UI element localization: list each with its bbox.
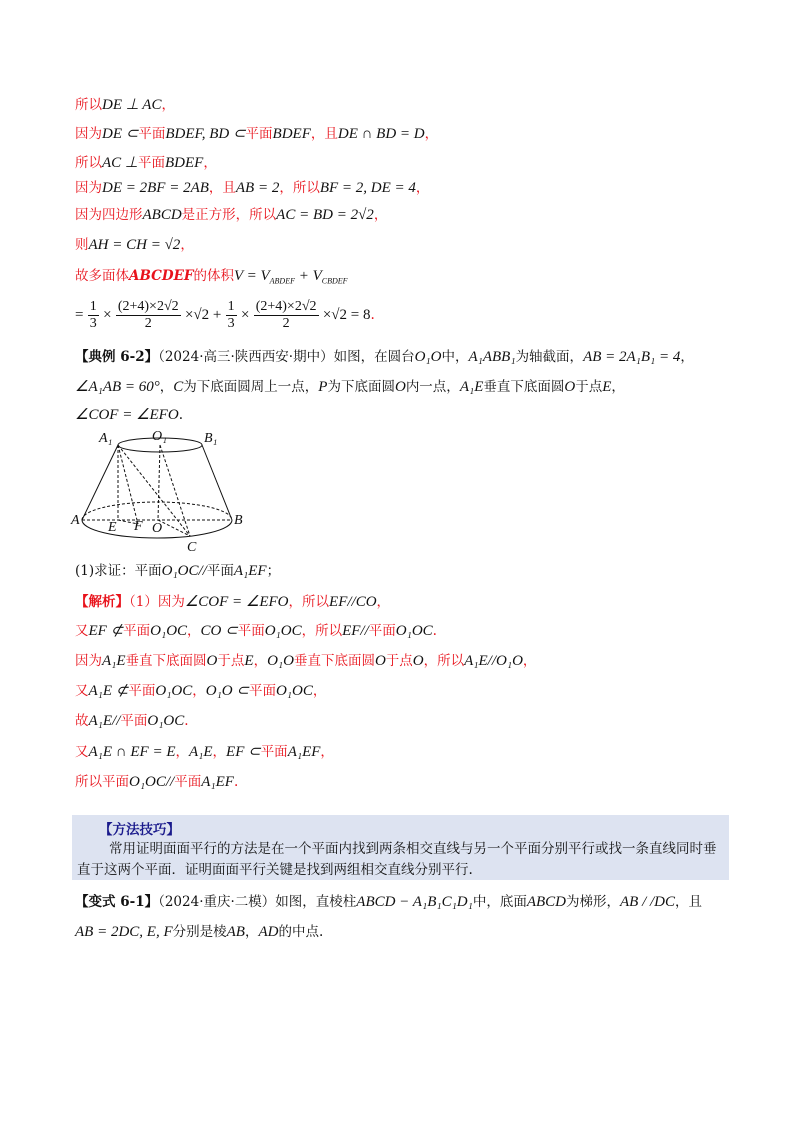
math: BDEF, BD ⊂ bbox=[165, 126, 246, 142]
text: 平面 bbox=[128, 683, 156, 699]
text: 平面 bbox=[237, 623, 265, 639]
solution-step-3 bbox=[75, 652, 536, 670]
example-line-1 bbox=[75, 348, 694, 366]
math: AB = 2 bbox=[235, 180, 280, 196]
math: O₁OC// bbox=[161, 563, 207, 579]
text: 为轴截面， bbox=[515, 349, 584, 365]
text: 又 bbox=[75, 744, 89, 760]
text: 的体积 bbox=[193, 268, 234, 284]
text: 平面 bbox=[260, 744, 288, 760]
variant-line-2 bbox=[75, 923, 323, 941]
text: 平面 bbox=[137, 155, 165, 171]
text: （2024·高三·陕西西安·期中）如图，在圆台 bbox=[158, 349, 415, 365]
text: ，且 bbox=[208, 180, 236, 196]
math: O₁OC bbox=[395, 623, 433, 639]
text: ； bbox=[266, 563, 281, 579]
solution-line-3 bbox=[75, 154, 217, 172]
text: 于点 bbox=[575, 379, 603, 395]
text: ， bbox=[424, 126, 439, 142]
text: 中， bbox=[441, 349, 469, 365]
math: O₁O ⊂ bbox=[205, 683, 249, 699]
text: ， bbox=[312, 683, 327, 699]
text: . bbox=[370, 307, 375, 323]
solution-line-4 bbox=[75, 179, 429, 197]
text: ，所以 bbox=[279, 180, 320, 196]
text: 为梯形， bbox=[566, 894, 621, 910]
text: 平面 bbox=[120, 713, 148, 729]
text: ， bbox=[680, 349, 694, 365]
text: 于点 bbox=[217, 653, 245, 669]
math: AC = BD = 2√2 bbox=[276, 207, 374, 223]
math: A₁EF bbox=[287, 744, 321, 760]
text: 的中点. bbox=[278, 924, 324, 940]
text: 因为 bbox=[75, 126, 102, 142]
text: ， bbox=[253, 653, 268, 669]
math: ∠A₁AB = 60° bbox=[75, 379, 160, 395]
label-a1: A₁ bbox=[99, 431, 113, 446]
math: CO ⊂ bbox=[200, 623, 238, 639]
math: A₁ABB₁ bbox=[468, 349, 516, 365]
solution-step-1 bbox=[75, 593, 390, 611]
math: = bbox=[75, 307, 84, 323]
text: ，且 bbox=[675, 894, 703, 910]
text: 平面 bbox=[248, 683, 276, 699]
math: A₁E ⊄ bbox=[88, 683, 129, 699]
text: 平面 bbox=[368, 623, 396, 639]
math: O₁OC// bbox=[129, 774, 175, 790]
text: （1）因为 bbox=[129, 594, 185, 610]
math: CBDEF bbox=[321, 276, 348, 286]
text: 故多面体 bbox=[75, 268, 129, 284]
text: ， bbox=[161, 97, 175, 113]
math: O₁OC bbox=[155, 683, 193, 699]
math: DE ∩ BD = D bbox=[337, 126, 425, 142]
text: 又 bbox=[75, 623, 89, 639]
solution-line-2 bbox=[75, 125, 438, 143]
math: ABCD bbox=[142, 207, 182, 223]
math: O bbox=[206, 653, 218, 669]
text: 平面 bbox=[138, 126, 166, 142]
text: ， bbox=[415, 180, 430, 196]
text: ， bbox=[373, 207, 388, 223]
method-body: 常用证明面面平行的方法是在一个平面内找到两条相交直线与另一个平面分别平行或找一条直线同时垂直于这两个平面．证明面面平行关键是找到两组相交直线分别平行. bbox=[77, 841, 717, 878]
variant-tag: 【变式 6-1】 bbox=[75, 894, 159, 910]
math: O₁O bbox=[414, 349, 442, 365]
text: . bbox=[178, 407, 183, 423]
text: （2024·重庆·二模）如图，直棱柱 bbox=[158, 894, 357, 910]
math: ∠COF = ∠EFO bbox=[75, 407, 179, 423]
segment-o1c bbox=[160, 445, 190, 536]
math: DE = 2BF = 2AB bbox=[102, 180, 209, 196]
label-c: C bbox=[187, 540, 197, 555]
math: + V bbox=[294, 268, 322, 284]
math: A₁EF bbox=[201, 774, 234, 790]
solution-line-5 bbox=[75, 206, 387, 224]
text: . bbox=[432, 623, 437, 639]
text: ，且 bbox=[310, 126, 338, 142]
text: 垂直下底面圆 bbox=[125, 653, 207, 669]
math: O₁OC bbox=[275, 683, 313, 699]
math: AB / /DC bbox=[620, 894, 676, 910]
text: ， bbox=[180, 237, 194, 253]
text: ABCDEF bbox=[129, 268, 194, 284]
method-tips-box bbox=[72, 815, 729, 880]
math: AB = 2DC, E, F bbox=[75, 924, 173, 940]
text: 于点 bbox=[385, 653, 413, 669]
question-1 bbox=[75, 562, 280, 580]
math: ∠COF = ∠EFO bbox=[184, 594, 289, 610]
math: P bbox=[318, 379, 328, 395]
math: O bbox=[564, 379, 576, 395]
text: 又 bbox=[75, 683, 89, 699]
math: E bbox=[244, 653, 254, 669]
text: 所以平面 bbox=[75, 774, 129, 790]
math: AC ⊥ bbox=[102, 155, 138, 171]
math: AD bbox=[258, 924, 279, 940]
text: 因为 bbox=[75, 180, 102, 196]
math: O₁OC bbox=[147, 713, 185, 729]
text: ，所以 bbox=[301, 623, 343, 639]
solution-step-6 bbox=[75, 743, 334, 761]
math: DE ⊥ AC bbox=[102, 97, 162, 113]
text: ， bbox=[192, 683, 206, 699]
solution-step-7 bbox=[75, 773, 238, 791]
math: ×√2 = 8 bbox=[322, 307, 371, 323]
text: ， bbox=[175, 744, 189, 760]
label-b1: B₁ bbox=[204, 431, 218, 446]
text: ， bbox=[611, 379, 625, 395]
text: 为下底面圆周上一点， bbox=[183, 379, 319, 395]
fraction: $\frac{1}{3}$ bbox=[227, 299, 235, 331]
fraction: $\frac{(2+4)\times 2√2}{2}$ bbox=[255, 299, 317, 331]
solution-step-5 bbox=[75, 712, 189, 730]
text: 平面 bbox=[245, 126, 273, 142]
math: O bbox=[374, 653, 386, 669]
math: E bbox=[602, 379, 612, 395]
text: ，所以 bbox=[288, 594, 330, 610]
math: A₁EF bbox=[233, 563, 267, 579]
math: ABCD bbox=[526, 894, 567, 910]
solution-step-2 bbox=[75, 622, 437, 640]
solution-tag: 【解析】 bbox=[75, 594, 129, 610]
text: 垂直下底面圆 bbox=[293, 653, 375, 669]
label-f: F bbox=[134, 519, 143, 534]
text: . bbox=[233, 774, 239, 790]
text: 平面 bbox=[174, 774, 202, 790]
math: EF ⊄ bbox=[88, 623, 124, 639]
text: 平面 bbox=[206, 563, 234, 579]
solution-step-4 bbox=[75, 682, 326, 700]
solution-line-1 bbox=[75, 96, 175, 114]
text: 垂直下底面圆 bbox=[483, 379, 565, 395]
math: EF// bbox=[342, 623, 369, 639]
text: (1)求证：平面 bbox=[75, 563, 162, 579]
text: ， bbox=[187, 623, 201, 639]
text: 所以 bbox=[75, 155, 102, 171]
frustum-figure bbox=[70, 428, 260, 558]
text: ，所以 bbox=[423, 653, 465, 669]
text: ， bbox=[320, 744, 334, 760]
math: O₁O bbox=[267, 653, 294, 669]
bottom-ellipse-back bbox=[82, 502, 232, 520]
text: 故 bbox=[75, 713, 89, 729]
label-b: B bbox=[234, 513, 243, 528]
math: × bbox=[240, 307, 250, 323]
text: . bbox=[184, 713, 189, 729]
math: BF = 2, DE = 4 bbox=[319, 180, 416, 196]
text: 中，底面 bbox=[472, 894, 527, 910]
label-o1: O₁ bbox=[152, 429, 167, 444]
text: ， bbox=[203, 155, 217, 171]
math: ABDEF bbox=[269, 276, 295, 286]
math: C bbox=[173, 379, 184, 395]
math: O bbox=[412, 653, 424, 669]
solution-line-6 bbox=[75, 236, 194, 254]
label-a: A bbox=[71, 513, 80, 528]
text: 为下底面圆 bbox=[327, 379, 395, 395]
fraction: $\frac{(2+4)\times 2√2}{2}$ bbox=[117, 299, 179, 331]
math: BDEF bbox=[272, 126, 311, 142]
math: A₁E bbox=[459, 379, 484, 395]
math: A₁E ∩ EF = E bbox=[88, 744, 176, 760]
math: O₁OC bbox=[264, 623, 302, 639]
solution-line-7 bbox=[75, 267, 348, 291]
math: × bbox=[103, 307, 112, 323]
text: 是正方形，所以 bbox=[181, 207, 277, 223]
label-e: E bbox=[108, 520, 117, 535]
text: 则 bbox=[75, 237, 89, 253]
text: ， bbox=[244, 924, 259, 940]
label-o: O bbox=[152, 521, 163, 536]
math: AH = CH = √2 bbox=[88, 237, 181, 253]
text: 分别是棱 bbox=[172, 924, 227, 940]
text: 因为四边形 bbox=[75, 207, 143, 223]
math: EF//CO bbox=[329, 594, 377, 610]
text: ， bbox=[376, 594, 391, 610]
text: 平面 bbox=[123, 623, 151, 639]
method-title: 【方法技巧】 bbox=[99, 822, 180, 838]
math: O₁OC bbox=[150, 623, 188, 639]
math: BDEF bbox=[164, 155, 204, 171]
math: V = V bbox=[233, 268, 270, 284]
math: A₁E// bbox=[88, 713, 121, 729]
text: 因为 bbox=[75, 653, 102, 669]
example-tag: 【典例 6-2】 bbox=[75, 349, 159, 365]
text: 内一点， bbox=[405, 379, 460, 395]
fraction: $\frac{1}{3}$ bbox=[89, 299, 97, 331]
text: 所以 bbox=[75, 97, 102, 113]
variant-line-1 bbox=[75, 893, 702, 911]
math: EF ⊂ bbox=[226, 744, 261, 760]
axis-o1o bbox=[158, 445, 160, 520]
math: DE ⊂ bbox=[102, 126, 139, 142]
math: ×√2 + bbox=[184, 307, 222, 323]
math: AB bbox=[226, 924, 245, 940]
volume-expression bbox=[75, 297, 375, 333]
text: ， bbox=[212, 744, 227, 760]
math: ABCD − A₁B₁C₁D₁ bbox=[356, 894, 473, 910]
example-line-3 bbox=[75, 406, 183, 424]
text: ， bbox=[522, 653, 537, 669]
math: A₁E//O₁O bbox=[464, 653, 523, 669]
math: AB = 2A₁B₁ = 4 bbox=[583, 349, 681, 365]
math: A₁E bbox=[188, 744, 213, 760]
math: A₁E bbox=[102, 653, 126, 669]
math: O bbox=[394, 379, 406, 395]
text: ， bbox=[159, 379, 174, 395]
example-line-2 bbox=[75, 378, 625, 396]
